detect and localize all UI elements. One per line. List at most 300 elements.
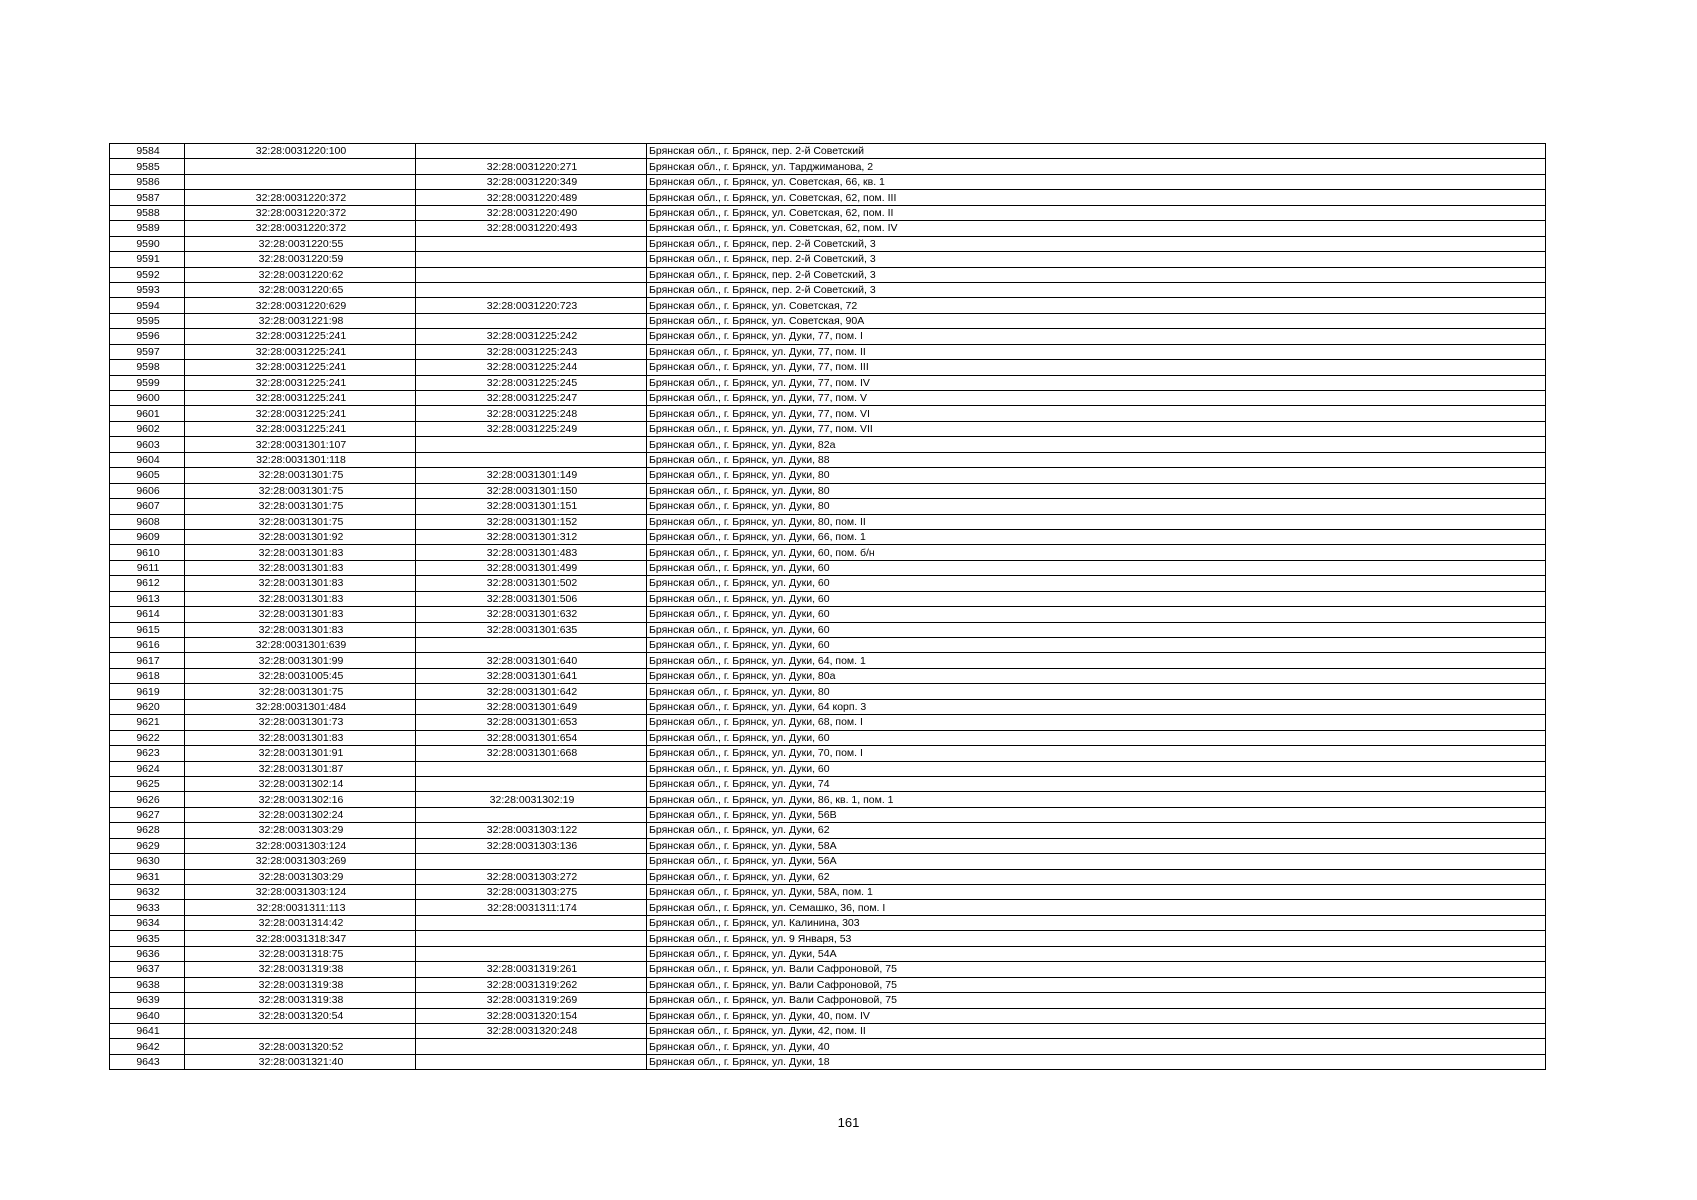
room-cadastral-number-cell: 32:28:0031225:245 [416,375,647,390]
row-number-cell: 9626 [110,792,185,807]
room-cadastral-number-cell: 32:28:0031319:261 [416,962,647,977]
table-row [110,360,1546,375]
row-number-cell: 9608 [110,514,185,529]
table-row [110,529,1546,544]
room-cadastral-number-cell: 32:28:0031320:154 [416,1008,647,1023]
address-cell: Брянская обл., г. Брянск, ул. Дуки, 70, пом. I [647,746,1546,761]
row-number-cell: 9639 [110,993,185,1008]
cadastral-number-cell: 32:28:0031301:75 [185,514,416,529]
cadastral-number-cell: 32:28:0031319:38 [185,993,416,1008]
room-cadastral-number-cell: 32:28:0031301:150 [416,483,647,498]
cadastral-number-cell: 32:28:0031301:83 [185,576,416,591]
table-row [110,144,1546,159]
cadastral-number-cell: 32:28:0031303:29 [185,869,416,884]
address-cell: Брянская обл., г. Брянск, ул. Советская, 66, кв. 1 [647,174,1546,189]
row-number-cell: 9603 [110,437,185,452]
cadastral-number-cell: 32:28:0031301:83 [185,730,416,745]
table-row [110,159,1546,174]
table-row [110,344,1546,359]
table-row [110,730,1546,745]
cadastral-number-cell: 32:28:0031225:241 [185,329,416,344]
cadastral-number-cell: 32:28:0031318:75 [185,946,416,961]
row-number-cell: 9590 [110,236,185,251]
row-number-cell: 9633 [110,900,185,915]
room-cadastral-number-cell: 32:28:0031220:271 [416,159,647,174]
address-cell: Брянская обл., г. Брянск, ул. Советская, 62, пом. II [647,205,1546,220]
room-cadastral-number-cell: 32:28:0031301:635 [416,622,647,637]
row-number-cell: 9629 [110,838,185,853]
table-row [110,514,1546,529]
address-cell: Брянская обл., г. Брянск, ул. Дуки, 88 [647,452,1546,467]
room-cadastral-number-cell [416,931,647,946]
row-number-cell: 9631 [110,869,185,884]
table-row [110,252,1546,267]
cadastral-number-cell: 32:28:0031301:91 [185,746,416,761]
cadastral-number-cell: 32:28:0031220:55 [185,236,416,251]
row-number-cell: 9585 [110,159,185,174]
address-cell: Брянская обл., г. Брянск, ул. Дуки, 77, пом. II [647,344,1546,359]
address-cell: Брянская обл., г. Брянск, пер. 2-й Советский, 3 [647,267,1546,282]
table-row [110,638,1546,653]
address-cell: Брянская обл., г. Брянск, ул. Дуки, 60, пом. б/н [647,545,1546,560]
row-number-cell: 9642 [110,1039,185,1054]
room-cadastral-number-cell: 32:28:0031301:152 [416,514,647,529]
row-number-cell: 9635 [110,931,185,946]
room-cadastral-number-cell: 32:28:0031220:490 [416,205,647,220]
room-cadastral-number-cell: 32:28:0031220:493 [416,221,647,236]
room-cadastral-number-cell: 32:28:0031225:249 [416,421,647,436]
room-cadastral-number-cell [416,807,647,822]
row-number-cell: 9614 [110,607,185,622]
room-cadastral-number-cell: 32:28:0031303:136 [416,838,647,853]
row-number-cell: 9587 [110,190,185,205]
address-cell: Брянская обл., г. Брянск, ул. Советская, 90А [647,313,1546,328]
table-row [110,452,1546,467]
room-cadastral-number-cell: 32:28:0031302:19 [416,792,647,807]
cadastral-number-cell: 32:28:0031302:14 [185,776,416,791]
table-row [110,1023,1546,1038]
table-row [110,915,1546,930]
table-row [110,715,1546,730]
address-cell: Брянская обл., г. Брянск, ул. Дуки, 40, пом. IV [647,1008,1546,1023]
cadastral-number-cell: 32:28:0031221:98 [185,313,416,328]
cadastral-number-cell: 32:28:0031220:629 [185,298,416,313]
table-row [110,591,1546,606]
row-number-cell: 9586 [110,174,185,189]
address-cell: Брянская обл., г. Брянск, ул. Дуки, 80а [647,668,1546,683]
address-cell: Брянская обл., г. Брянск, пер. 2-й Советский, 3 [647,282,1546,297]
address-cell: Брянская обл., г. Брянск, ул. Дуки, 40 [647,1039,1546,1054]
address-cell: Брянская обл., г. Брянск, ул. Дуки, 77, пом. VII [647,421,1546,436]
cadastral-number-cell: 32:28:0031320:54 [185,1008,416,1023]
table-row [110,807,1546,822]
cadastral-number-cell: 32:28:0031301:87 [185,761,416,776]
address-cell: Брянская обл., г. Брянск, ул. Дуки, 60 [647,622,1546,637]
row-number-cell: 9593 [110,282,185,297]
address-cell: Брянская обл., г. Брянск, ул. Дуки, 77, пом. IV [647,375,1546,390]
row-number-cell: 9641 [110,1023,185,1038]
address-cell: Брянская обл., г. Брянск, пер. 2-й Советский, 3 [647,236,1546,251]
row-number-cell: 9628 [110,823,185,838]
row-number-cell: 9597 [110,344,185,359]
table-row [110,1054,1546,1069]
address-cell: Брянская обл., г. Брянск, ул. Дуки, 18 [647,1054,1546,1069]
address-cell: Брянская обл., г. Брянск, ул. Дуки, 56В [647,807,1546,822]
room-cadastral-number-cell: 32:28:0031301:483 [416,545,647,560]
address-cell: Брянская обл., г. Брянск, ул. Дуки, 77, пом. V [647,391,1546,406]
room-cadastral-number-cell: 32:28:0031303:272 [416,869,647,884]
address-cell: Брянская обл., г. Брянск, пер. 2-й Советский [647,144,1546,159]
table-row [110,622,1546,637]
room-cadastral-number-cell [416,638,647,653]
address-cell: Брянская обл., г. Брянск, ул. Дуки, 60 [647,607,1546,622]
row-number-cell: 9612 [110,576,185,591]
room-cadastral-number-cell: 32:28:0031301:668 [416,746,647,761]
row-number-cell: 9623 [110,746,185,761]
room-cadastral-number-cell [416,236,647,251]
room-cadastral-number-cell: 32:28:0031301:499 [416,560,647,575]
table-row [110,900,1546,915]
address-cell: Брянская обл., г. Брянск, ул. Дуки, 82а [647,437,1546,452]
cadastral-number-cell: 32:28:0031303:29 [185,823,416,838]
row-number-cell: 9622 [110,730,185,745]
room-cadastral-number-cell: 32:28:0031301:312 [416,529,647,544]
cadastral-number-cell: 32:28:0031311:113 [185,900,416,915]
room-cadastral-number-cell: 32:28:0031301:502 [416,576,647,591]
cadastral-number-cell: 32:28:0031318:347 [185,931,416,946]
cadastral-number-cell: 32:28:0031220:372 [185,205,416,220]
cadastral-number-cell: 32:28:0031225:241 [185,375,416,390]
cadastral-number-cell: 32:28:0031301:83 [185,591,416,606]
row-number-cell: 9592 [110,267,185,282]
cadastral-number-cell: 32:28:0031319:38 [185,962,416,977]
address-cell: Брянская обл., г. Брянск, ул. Советская, 62, пом. III [647,190,1546,205]
table-row [110,854,1546,869]
room-cadastral-number-cell: 32:28:0031301:149 [416,468,647,483]
table-row [110,946,1546,961]
row-number-cell: 9594 [110,298,185,313]
room-cadastral-number-cell: 32:28:0031303:275 [416,885,647,900]
row-number-cell: 9643 [110,1054,185,1069]
row-number-cell: 9615 [110,622,185,637]
row-number-cell: 9611 [110,560,185,575]
cadastral-number-cell: 32:28:0031220:62 [185,267,416,282]
table-row [110,962,1546,977]
address-cell: Брянская обл., г. Брянск, пер. 2-й Советский, 3 [647,252,1546,267]
table-row [110,174,1546,189]
cadastral-number-cell: 32:28:0031301:92 [185,529,416,544]
address-cell: Брянская обл., г. Брянск, ул. 9 Января, 53 [647,931,1546,946]
address-cell: Брянская обл., г. Брянск, ул. Дуки, 80 [647,499,1546,514]
cadastral-number-cell: 32:28:0031301:75 [185,684,416,699]
row-number-cell: 9607 [110,499,185,514]
address-cell: Брянская обл., г. Брянск, ул. Дуки, 66, пом. 1 [647,529,1546,544]
table-row [110,746,1546,761]
cadastral-number-cell: 32:28:0031303:124 [185,885,416,900]
cadastral-number-cell: 32:28:0031225:241 [185,391,416,406]
property-table-body [110,144,1546,1070]
table-row [110,437,1546,452]
table-row [110,190,1546,205]
table-row [110,1008,1546,1023]
row-number-cell: 9596 [110,329,185,344]
address-cell: Брянская обл., г. Брянск, ул. Дуки, 62 [647,869,1546,884]
table-row [110,869,1546,884]
table-row [110,792,1546,807]
cadastral-number-cell: 32:28:0031225:241 [185,344,416,359]
address-cell: Брянская обл., г. Брянск, ул. Тарджиманова, 2 [647,159,1546,174]
room-cadastral-number-cell: 32:28:0031301:642 [416,684,647,699]
room-cadastral-number-cell: 32:28:0031301:641 [416,668,647,683]
row-number-cell: 9598 [110,360,185,375]
address-cell: Брянская обл., г. Брянск, ул. Дуки, 60 [647,761,1546,776]
cadastral-number-cell: 32:28:0031220:100 [185,144,416,159]
table-row [110,653,1546,668]
property-table [109,143,1546,1070]
table-row [110,391,1546,406]
row-number-cell: 9605 [110,468,185,483]
room-cadastral-number-cell [416,761,647,776]
row-number-cell: 9595 [110,313,185,328]
row-number-cell: 9609 [110,529,185,544]
room-cadastral-number-cell: 32:28:0031220:723 [416,298,647,313]
address-cell: Брянская обл., г. Брянск, ул. Вали Сафроновой, 75 [647,977,1546,992]
address-cell: Брянская обл., г. Брянск, ул. Дуки, 56А [647,854,1546,869]
room-cadastral-number-cell [416,313,647,328]
row-number-cell: 9616 [110,638,185,653]
cadastral-number-cell: 32:28:0031303:269 [185,854,416,869]
table-row [110,221,1546,236]
cadastral-number-cell: 32:28:0031314:42 [185,915,416,930]
table-row [110,823,1546,838]
cadastral-number-cell: 32:28:0031225:241 [185,406,416,421]
cadastral-number-cell: 32:28:0031319:38 [185,977,416,992]
room-cadastral-number-cell: 32:28:0031301:640 [416,653,647,668]
table-row [110,313,1546,328]
table-row [110,468,1546,483]
row-number-cell: 9634 [110,915,185,930]
address-cell: Брянская обл., г. Брянск, ул. Дуки, 68, пом. I [647,715,1546,730]
room-cadastral-number-cell [416,854,647,869]
address-cell: Брянская обл., г. Брянск, ул. Калинина, 303 [647,915,1546,930]
room-cadastral-number-cell: 32:28:0031319:262 [416,977,647,992]
address-cell: Брянская обл., г. Брянск, ул. Советская, 62, пом. IV [647,221,1546,236]
address-cell: Брянская обл., г. Брянск, ул. Дуки, 86, кв. 1, пом. 1 [647,792,1546,807]
address-cell: Брянская обл., г. Брянск, ул. Вали Сафроновой, 75 [647,993,1546,1008]
table-row [110,684,1546,699]
room-cadastral-number-cell [416,1039,647,1054]
room-cadastral-number-cell: 32:28:0031301:506 [416,591,647,606]
address-cell: Брянская обл., г. Брянск, ул. Дуки, 64 корп. 3 [647,699,1546,714]
address-cell: Брянская обл., г. Брянск, ул. Дуки, 54А [647,946,1546,961]
room-cadastral-number-cell: 32:28:0031225:244 [416,360,647,375]
cadastral-number-cell: 32:28:0031320:52 [185,1039,416,1054]
cadastral-number-cell [185,1023,416,1038]
address-cell: Брянская обл., г. Брянск, ул. Дуки, 58А, пом. 1 [647,885,1546,900]
table-row [110,977,1546,992]
room-cadastral-number-cell: 32:28:0031301:654 [416,730,647,745]
room-cadastral-number-cell [416,252,647,267]
row-number-cell: 9613 [110,591,185,606]
address-cell: Брянская обл., г. Брянск, ул. Семашко, 36, пом. I [647,900,1546,915]
table-row [110,267,1546,282]
room-cadastral-number-cell: 32:28:0031319:269 [416,993,647,1008]
cadastral-number-cell: 32:28:0031301:83 [185,607,416,622]
row-number-cell: 9617 [110,653,185,668]
table-row [110,668,1546,683]
table-row [110,483,1546,498]
row-number-cell: 9624 [110,761,185,776]
cadastral-number-cell: 32:28:0031225:241 [185,421,416,436]
page-number: 161 [837,1115,860,1130]
row-number-cell: 9589 [110,221,185,236]
address-cell: Брянская обл., г. Брянск, ул. Дуки, 58А [647,838,1546,853]
row-number-cell: 9610 [110,545,185,560]
row-number-cell: 9636 [110,946,185,961]
room-cadastral-number-cell [416,452,647,467]
room-cadastral-number-cell: 32:28:0031225:248 [416,406,647,421]
address-cell: Брянская обл., г. Брянск, ул. Дуки, 80 [647,483,1546,498]
cadastral-number-cell: 32:28:0031301:107 [185,437,416,452]
cadastral-number-cell: 32:28:0031220:372 [185,221,416,236]
table-row [110,329,1546,344]
table-row [110,205,1546,220]
table-row [110,236,1546,251]
address-cell: Брянская обл., г. Брянск, ул. Дуки, 77, пом. VI [647,406,1546,421]
room-cadastral-number-cell: 32:28:0031311:174 [416,900,647,915]
room-cadastral-number-cell [416,776,647,791]
address-cell: Брянская обл., г. Брянск, ул. Дуки, 42, пом. II [647,1023,1546,1038]
table-row [110,761,1546,776]
cadastral-number-cell: 32:28:0031302:24 [185,807,416,822]
room-cadastral-number-cell: 32:28:0031220:349 [416,174,647,189]
address-cell: Брянская обл., г. Брянск, ул. Дуки, 60 [647,638,1546,653]
table-row [110,499,1546,514]
row-number-cell: 9602 [110,421,185,436]
cadastral-number-cell: 32:28:0031301:639 [185,638,416,653]
room-cadastral-number-cell: 32:28:0031225:243 [416,344,647,359]
table-row [110,298,1546,313]
table-row [110,607,1546,622]
room-cadastral-number-cell: 32:28:0031320:248 [416,1023,647,1038]
table-row [110,545,1546,560]
room-cadastral-number-cell [416,282,647,297]
cadastral-number-cell: 32:28:0031301:484 [185,699,416,714]
table-row [110,560,1546,575]
table-row [110,776,1546,791]
cadastral-number-cell: 32:28:0031301:75 [185,499,416,514]
cadastral-number-cell: 32:28:0031301:83 [185,545,416,560]
table-row [110,1039,1546,1054]
room-cadastral-number-cell: 32:28:0031301:632 [416,607,647,622]
cadastral-number-cell: 32:28:0031301:118 [185,452,416,467]
table-row [110,931,1546,946]
room-cadastral-number-cell: 32:28:0031220:489 [416,190,647,205]
row-number-cell: 9625 [110,776,185,791]
cadastral-number-cell: 32:28:0031220:65 [185,282,416,297]
address-cell: Брянская обл., г. Брянск, ул. Дуки, 77, пом. III [647,360,1546,375]
cadastral-number-cell: 32:28:0031301:75 [185,483,416,498]
cadastral-number-cell [185,174,416,189]
row-number-cell: 9601 [110,406,185,421]
row-number-cell: 9621 [110,715,185,730]
address-cell: Брянская обл., г. Брянск, ул. Дуки, 80, пом. II [647,514,1546,529]
row-number-cell: 9620 [110,699,185,714]
table-row [110,576,1546,591]
cadastral-number-cell: 32:28:0031220:372 [185,190,416,205]
cadastral-number-cell: 32:28:0031303:124 [185,838,416,853]
cadastral-number-cell: 32:28:0031302:16 [185,792,416,807]
address-cell: Брянская обл., г. Брянск, ул. Дуки, 62 [647,823,1546,838]
room-cadastral-number-cell: 32:28:0031301:151 [416,499,647,514]
row-number-cell: 9604 [110,452,185,467]
cadastral-number-cell: 32:28:0031225:241 [185,360,416,375]
cadastral-number-cell: 32:28:0031301:83 [185,560,416,575]
table-row [110,838,1546,853]
address-cell: Брянская обл., г. Брянск, ул. Дуки, 60 [647,591,1546,606]
row-number-cell: 9638 [110,977,185,992]
cadastral-number-cell: 32:28:0031220:59 [185,252,416,267]
row-number-cell: 9630 [110,854,185,869]
row-number-cell: 9591 [110,252,185,267]
address-cell: Брянская обл., г. Брянск, ул. Дуки, 64, пом. 1 [647,653,1546,668]
room-cadastral-number-cell: 32:28:0031225:247 [416,391,647,406]
table-row [110,993,1546,1008]
row-number-cell: 9600 [110,391,185,406]
table-row [110,885,1546,900]
row-number-cell: 9640 [110,1008,185,1023]
room-cadastral-number-cell: 32:28:0031301:649 [416,699,647,714]
cadastral-number-cell [185,159,416,174]
cadastral-number-cell: 32:28:0031321:40 [185,1054,416,1069]
table-row [110,699,1546,714]
cadastral-number-cell: 32:28:0031005:45 [185,668,416,683]
row-number-cell: 9632 [110,885,185,900]
address-cell: Брянская обл., г. Брянск, ул. Дуки, 80 [647,684,1546,699]
row-number-cell: 9618 [110,668,185,683]
room-cadastral-number-cell [416,144,647,159]
room-cadastral-number-cell [416,915,647,930]
row-number-cell: 9619 [110,684,185,699]
address-cell: Брянская обл., г. Брянск, ул. Дуки, 77, пом. I [647,329,1546,344]
address-cell: Брянская обл., г. Брянск, ул. Дуки, 74 [647,776,1546,791]
table-row [110,421,1546,436]
table-row [110,375,1546,390]
cadastral-number-cell: 32:28:0031301:75 [185,468,416,483]
address-cell: Брянская обл., г. Брянск, ул. Дуки, 60 [647,576,1546,591]
row-number-cell: 9637 [110,962,185,977]
cadastral-number-cell: 32:28:0031301:83 [185,622,416,637]
address-cell: Брянская обл., г. Брянск, ул. Советская, 72 [647,298,1546,313]
room-cadastral-number-cell [416,946,647,961]
cadastral-number-cell: 32:28:0031301:99 [185,653,416,668]
row-number-cell: 9588 [110,205,185,220]
table-row [110,282,1546,297]
room-cadastral-number-cell: 32:28:0031225:242 [416,329,647,344]
address-cell: Брянская обл., г. Брянск, ул. Дуки, 80 [647,468,1546,483]
room-cadastral-number-cell: 32:28:0031301:653 [416,715,647,730]
cadastral-number-cell: 32:28:0031301:73 [185,715,416,730]
table-row [110,406,1546,421]
room-cadastral-number-cell [416,267,647,282]
row-number-cell: 9606 [110,483,185,498]
address-cell: Брянская обл., г. Брянск, ул. Дуки, 60 [647,730,1546,745]
row-number-cell: 9584 [110,144,185,159]
row-number-cell: 9627 [110,807,185,822]
room-cadastral-number-cell [416,1054,647,1069]
room-cadastral-number-cell [416,437,647,452]
address-cell: Брянская обл., г. Брянск, ул. Дуки, 60 [647,560,1546,575]
